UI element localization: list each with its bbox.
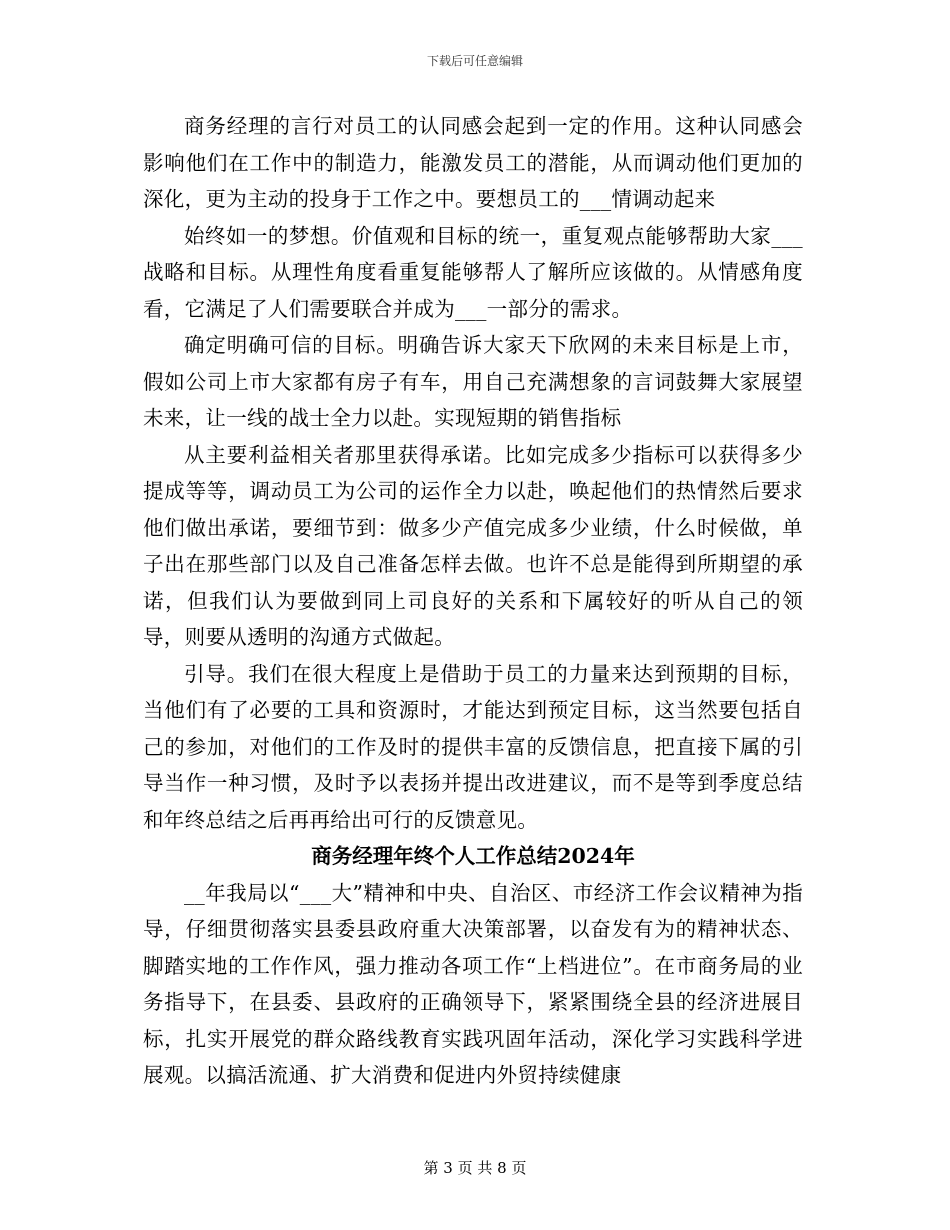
document-body <box>143 108 803 1094</box>
page-header: 下载后可任意编辑 <box>426 54 523 68</box>
paragraph-annual-summary: __年我局以“___大”精神和中央、自治区、市经济工作会议精神为指导，仔细贯彻落实县委县政府重大决策部署，以奋发有为的精神状态、脚踏实地的工作作风，强力推动各项工作“上档进位”。在市商务局的业务指导下，在县委、县政府的正确领导下，紧紧围绕全县的经济进展目标，扎实开展党的群众路线教育实践巩固年活动，深化学习实践科学进展观。以搞活流通、扩大消费和促进内外贸持续健康 <box>143 880 803 1087</box>
paragraph-commitment: 从主要利益相关者那里获得承诺。比如完成多少指标可以获得多少提成等等，调动员工为公司的运作全力以赴，唤起他们的热情然后要求他们做出承诺，要细节到：做多少产值完成多少业绩，什么时候做，单子出在那些部门以及自己准备怎样去做。也许不总是能得到所期望的承诺，但我们认为要做到同上司良好的关系和下属较好的听从自己的领导，则要从透明的沟通方式做起。 <box>143 442 803 649</box>
paragraph-guidance: 引导。我们在很大程度上是借助于员工的力量来达到预期的目标，当他们有了必要的工具和资源时，才能达到预定目标，这当然要包括自己的参加，对他们的工作及时的提供丰富的反馈信息，把直接下属的引导当作一种习惯，及时予以表扬并提出改进建议，而不是等到季度总结和年终总结之后再再给出可行的反馈意见。 <box>143 661 803 832</box>
page-footer: 第 3 页 共 8 页 <box>423 1159 527 1177</box>
section-title: 商务经理年终个人工作总结2024年 <box>311 844 635 868</box>
paragraph-clear-goals: 确定明确可信的目标。明确告诉大家天下欣网的未来目标是上市，假如公司上市大家都有房子有车，用自己充满想象的言词鼓舞大家展望未来，让一线的战士全力以赴。实现短期的销售指标 <box>143 333 803 430</box>
paragraph-identity: 商务经理的言行对员工的认同感会起到一定的作用。这种认同感会影响他们在工作中的制造力，能激发员工的潜能，从而调动他们更加的深化，更为主动的投身于工作之中。要想员工的___情调动起来 <box>143 114 803 211</box>
paragraph-shared-vision: 始终如一的梦想。价值观和目标的统一，重复观点能够帮助大家___战略和目标。从理性角度看重复能够帮人了解所应该做的。从情感角度看，它满足了人们需要联合并成为___一部分的需求。 <box>143 223 803 321</box>
